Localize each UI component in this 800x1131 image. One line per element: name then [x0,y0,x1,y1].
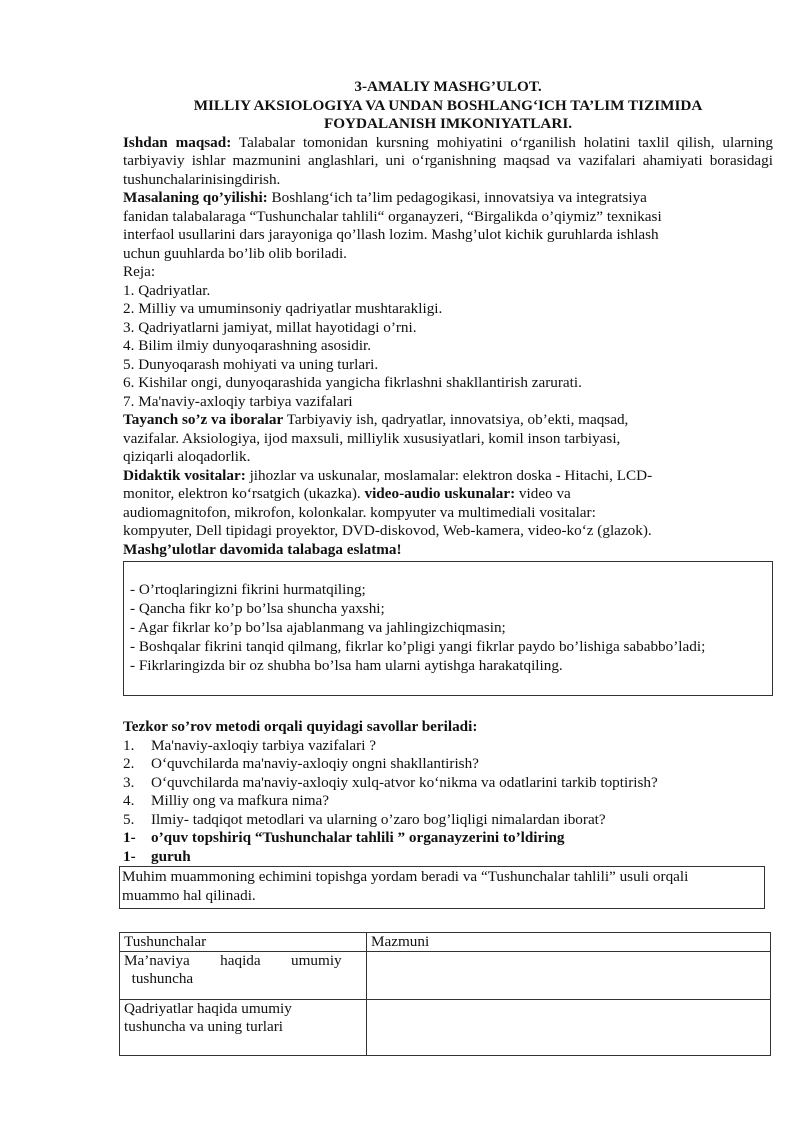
survey-item: 4. Milliy ong va mafkura nima? [123,792,329,809]
plan-label: Reja: [123,263,156,280]
title-line-2: MILLIY AKSIOLOGIYA VA UNDAN BOSHLANG‘ICH TA’LIM TIZIMIDA [193,96,703,114]
tools-paragraph [123,467,773,541]
concepts-table [119,932,771,1056]
tools-line: monitor, elektron ko‘rsatgich (ukazka). [123,485,365,502]
table-cell-empty[interactable] [367,1000,771,1056]
plan-item: 5. Dunyoqarash mohiyati va uning turlari. [123,355,379,373]
purpose-paragraph [123,134,773,190]
problem-paragraph [123,189,773,263]
plan-list [123,263,773,411]
reminder-item: - Qancha fikr ko’p bo’lsa shuncha yaxshi; [130,600,385,617]
problem-line: interfaol usullarini dars jarayoniga qo’llash lozim. Mashg’ulot kichik guruhlarda ishlash [123,226,659,243]
table-row [120,952,771,1000]
problem-line: uchun guuhlarda bo’lib olib boriladi. [123,244,347,262]
survey-heading: Tezkor so’rov metodi orqali quyidagi savollar beriladi: [123,718,478,735]
table-header-cell: Tushunchalar [120,933,367,952]
plan-item: 7. Ma'naviy-axloqiy tarbiya vazifalari [123,392,353,410]
problem-label: Masalaning qo’yilishi: [123,189,268,206]
reminder-item: - Boshqalar fikrini tanqid qilmang, fikrlar ko’pligi yangi fikrlar paydo bo’lishiga sababbo’ladi; [130,638,706,655]
reminder-item: - O’rtoqlaringizni fikrini hurmatqiling; [130,581,366,598]
keywords-paragraph [123,411,773,467]
table-cell: Qadriyatlar haqida umumiy tushuncha va uning turlari [120,1000,367,1056]
survey-item: 1. Ma'naviy-axloqiy tarbiya vazifalari ? [123,736,376,754]
table-header-cell: Mazmuni [367,933,771,952]
table-row [120,1000,771,1056]
plan-item: 6. Kishilar ongi, dunyoqarashida yangicha fikrlashni shakllantirish zarurati. [123,374,582,391]
table-header-row [120,933,771,952]
keywords-line: Tarbiyaviy ish, qadryatlar, innovatsiya, ob’ekti, maqsad, [283,411,629,428]
survey-list [123,737,773,867]
task-box-line: Muhim muammoning echimini topishga yordam beradi va “Tushunchalar tahlili” usuli orqali [122,868,689,885]
title-line-1: 3-AMALIY MASHG’ULOT. [354,78,542,95]
task-heading: 1- o’quv topshiriq “Tushunchalar tahlili ” organayzerini to’ldiring [123,829,565,846]
task-description-box [119,866,765,909]
survey-item: 3. O‘quvchilarda ma'naviy-axloqiy xulq-atvor ko‘nikma va odatlarini tarkib toptirish? [123,773,658,791]
keywords-line: qiziqarli aloqadorlik. [123,448,251,465]
problem-line: Boshlang‘ich ta’lim pedagogikasi, innovatsiya va integratsiya [267,189,647,206]
reminder-heading: Mashg’ulotlar davomida talabaga eslatma! [123,540,402,558]
tools-line: kompyuter, Dell tipidagi proyektor, DVD-diskovod, Web-kamera, video-ko‘z (glazok). [123,522,652,539]
reminder-item: - Fikrlaringizda bir oz shubha bo’lsa ham ularni aytishga harakatqiling. [130,657,563,674]
keywords-label: Tayanch so’z va iboralar [123,411,284,428]
keywords-line: vazifalar. Aksiologiya, ijod maxsuli, milliylik xususiyatlari, komil inson tarbiyasi, [123,429,621,447]
table-cell-empty[interactable] [367,952,771,1000]
purpose-label: Ishdan maqsad: [123,133,232,151]
group-heading: 1- guruh [123,847,191,865]
survey-item: 2. O‘quvchilarda ma'naviy-axloqiy ongni shakllantirish? [123,755,479,772]
document-page [123,78,773,1056]
task-box-line: muammo hal qilinadi. [122,886,256,904]
tools-label: Didaktik vositalar: [123,466,246,484]
plan-item: 1. Qadriyatlar. [123,281,211,299]
tools-line: jihozlar va uskunalar, moslamalar: elektron doska - Hitachi, LCD- [245,466,653,484]
tools-line: video va [515,485,571,502]
reminder-box [123,561,773,696]
problem-line: fanidan talabalaraga “Tushunchalar tahlili“ organayzeri, “Birgalikda o’qiymiz” texnikasi [123,207,662,225]
plan-item: 4. Bilim ilmiy dunyoqarashning asosidir. [123,337,372,354]
purpose-text: Talabalar tomonidan kursning mohiyatini o‘rganilish holatini taxlil qilish, ularning tarbiyaviy ishlar mazmunini anglashlari, uni o‘rganishning maqsad va vazifalari ahamiyati borasidagi tushunchalarinisingdirish. [123,133,773,188]
tools-line: audiomagnitofon, mikrofon, kolonkalar. kompyuter va multimediali vositalar: [123,503,596,521]
plan-item: 2. Milliy va umuminsoniy qadriyatlar mushtarakligi. [123,300,443,317]
survey-item: 5. Ilmiy- tadqiqot metodlari va ularning o’zaro bog’liqligi nimalardan iborat? [123,810,606,828]
reminder-item: - Agar fikrlar ko’p bo’lsa ajablanmang va jahlingizchiqmasin; [130,619,506,636]
title-line-3: FOYDALANISH IMKONIYATLARI. [323,115,573,132]
table-cell: Ma’naviya haqida umumiy tushuncha [120,952,367,1000]
tools-label-2: video-audio uskunalar: [364,485,516,502]
plan-item: 3. Qadriyatlarni jamiyat, millat hayotidagi o’rni. [123,318,417,336]
